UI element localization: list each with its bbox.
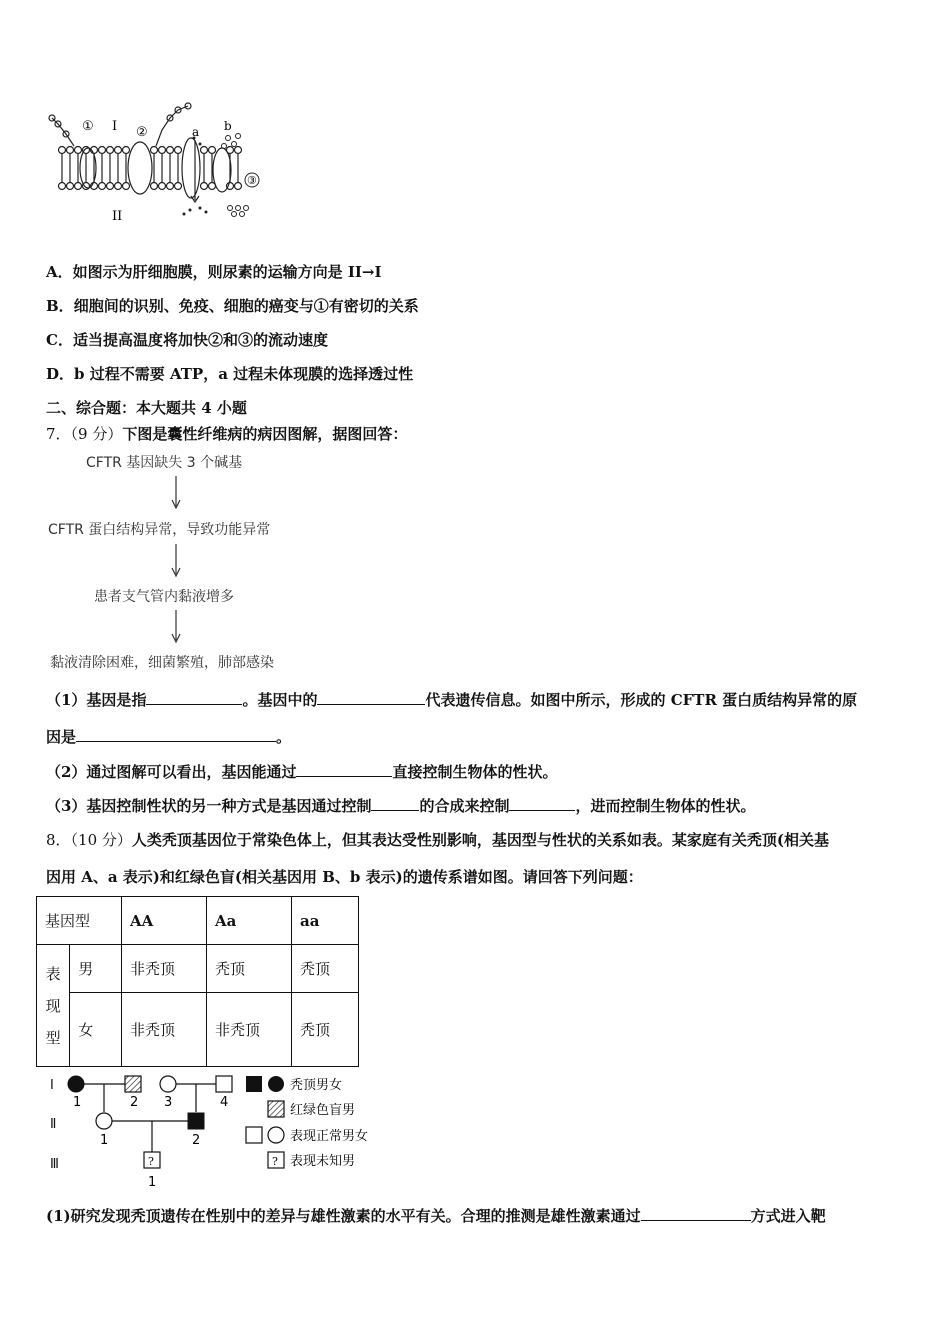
generation-label: Ⅱ — [50, 1117, 57, 1132]
answer-blank[interactable] — [146, 690, 242, 705]
option-letter: D． — [46, 365, 75, 383]
q8-stem-line2: 因用 A、a 表示)和红绿色盲(相关基因用 B、b 表示)的遗传系谱如图。请回答下列问题： — [46, 868, 643, 886]
row-group-label — [37, 945, 70, 1067]
option-text: 细胞间的识别、免疫、细胞的癌变与①有密切的关系 — [73, 297, 419, 315]
table-header-row — [37, 897, 359, 945]
label-a: a — [192, 125, 200, 139]
text: 因是 — [46, 728, 77, 746]
table-cell: 非秃顶 — [122, 945, 207, 993]
table-cell: 秃顶 — [292, 993, 359, 1067]
individual-number: 2 — [192, 1133, 201, 1148]
q8-stem-text: 人类秃顶基因位于常染色体上，但其表达受性别影响，基因型与性状的关系如表。某家庭有关秃顶(相关基 — [131, 831, 830, 849]
answer-blank[interactable] — [509, 796, 575, 811]
table-header-cell: Aa — [207, 897, 292, 945]
normal-female-symbol — [268, 1127, 284, 1143]
text: 代表遗传信息。如图中所示，形成的 CFTR 蛋白质结构异常的原 — [425, 691, 858, 709]
table-cell-sex: 男 — [70, 945, 122, 993]
label-side-I: I — [112, 119, 118, 134]
q7-sub1-line2 — [46, 727, 291, 747]
option-b — [46, 296, 419, 316]
channel-protein — [182, 138, 200, 198]
individual-number: 3 — [164, 1095, 173, 1110]
individual-number: 2 — [130, 1095, 139, 1110]
flow-step-4: 黏液清除困难，细菌繁殖，肺部感染 — [50, 655, 274, 671]
table-cell-sex: 女 — [70, 993, 122, 1067]
answer-blank[interactable] — [76, 727, 276, 742]
option-letter: A． — [46, 263, 73, 281]
q8-number: 8． — [46, 831, 71, 849]
label-1: ① — [82, 119, 94, 134]
text: （2）通过图解可以看出，基因能通过 — [46, 763, 297, 781]
answer-blank[interactable] — [371, 796, 419, 811]
row-group-text: 表现型 — [45, 964, 61, 1047]
carrier-protein — [213, 148, 231, 192]
label-3: ③ — [247, 174, 257, 187]
section-heading: 二、综合题：本大题共 4 小题 — [46, 399, 247, 417]
text: 方式进入靶 — [750, 1207, 826, 1225]
q7-stem — [46, 424, 407, 444]
gen2-male-2-bald — [188, 1113, 204, 1129]
q7-stem-text: 下图是囊性纤维病的病因图解，据图回答： — [122, 425, 408, 443]
answer-blank[interactable] — [641, 1206, 751, 1221]
q7-sub3 — [46, 796, 755, 816]
table-cell: 非秃顶 — [207, 993, 292, 1067]
q7-sub2 — [46, 762, 557, 782]
q8-stem-line1 — [46, 830, 829, 850]
bald-female-symbol — [268, 1076, 284, 1092]
individual-number: 4 — [220, 1095, 229, 1110]
text: 。基因中的 — [242, 691, 318, 709]
table-cell: 秃顶 — [207, 945, 292, 993]
text: 直接控制生物体的性状。 — [392, 763, 558, 781]
option-d — [46, 364, 413, 384]
table-cell: 非秃顶 — [122, 993, 207, 1067]
q7-score: （9 分） — [70, 425, 123, 443]
table-row — [37, 993, 359, 1067]
pedigree-chart — [40, 1068, 390, 1194]
gen1-male-4-normal — [216, 1076, 232, 1092]
label-2: ② — [136, 125, 148, 140]
generation-label: Ⅰ — [50, 1078, 54, 1093]
arrow-down-icon — [170, 610, 182, 644]
membrane-figure — [44, 100, 274, 230]
gen2-female-1-normal — [96, 1113, 112, 1129]
flow-step-1: CFTR 基因缺失 3 个碱基 — [86, 455, 243, 471]
gen1-female-3-normal — [160, 1076, 176, 1092]
generation-label: Ⅲ — [50, 1157, 59, 1172]
label-side-II: II — [112, 209, 123, 224]
table-row — [37, 945, 359, 993]
cf-flow-diagram — [46, 452, 316, 677]
option-text: b 过程不需要 ATP，a 过程未体现膜的选择透过性 — [74, 365, 414, 383]
option-letter: B． — [46, 297, 74, 315]
q8-score: （10 分） — [70, 831, 132, 849]
text: 的合成来控制 — [419, 797, 510, 815]
pedigree-legend — [246, 1076, 368, 1169]
q7-number: 7． — [46, 425, 71, 443]
text: （3）基因控制性状的另一种方式是基因通过控制 — [46, 797, 372, 815]
legend-text: 表现未知男 — [290, 1154, 356, 1169]
option-letter: C． — [46, 331, 73, 349]
genotype-phenotype-table — [36, 896, 359, 1067]
option-a — [46, 262, 381, 282]
gen1-male-2-colorblind — [125, 1076, 141, 1092]
option-text: 适当提高温度将加快②和③的流动速度 — [72, 331, 328, 349]
q7-sub1-line1 — [46, 690, 857, 710]
unknown-mark: ? — [148, 1155, 154, 1168]
option-text: 如图示为肝细胞膜，则尿素的运输方向是 II→I — [72, 263, 382, 281]
individual-number: 1 — [73, 1095, 82, 1110]
label-b: b — [224, 119, 232, 133]
bald-male-symbol — [246, 1076, 262, 1092]
table-cell: 秃顶 — [292, 945, 359, 993]
normal-male-symbol — [246, 1127, 262, 1143]
flow-step-2: CFTR 蛋白结构异常，导致功能异常 — [48, 522, 271, 538]
legend-text: 红绿色盲男 — [290, 1103, 356, 1118]
gen1-female-1-bald — [68, 1076, 84, 1092]
text: (1)研究发现秃顶遗传在性别中的差异与雄性激素的水平有关。合理的推测是雄性激素通过 — [46, 1207, 641, 1225]
arrow-down-icon — [170, 476, 182, 510]
individual-number: 1 — [100, 1133, 109, 1148]
text: ，进而控制生物体的性状。 — [575, 797, 756, 815]
text: （1）基因是指 — [46, 691, 147, 709]
option-c — [46, 330, 328, 350]
table-header-cell: 基因型 — [37, 897, 122, 945]
legend-text: 表现正常男女 — [290, 1129, 369, 1144]
text: 。 — [276, 728, 292, 746]
table-header-cell: AA — [122, 897, 207, 945]
answer-blank[interactable] — [317, 690, 425, 705]
individual-number: 1 — [148, 1175, 157, 1190]
legend-text: 秃顶男女 — [290, 1078, 343, 1093]
arrow-down-icon — [170, 544, 182, 578]
answer-blank[interactable] — [296, 762, 392, 777]
membrane-protein — [128, 142, 152, 194]
flow-step-3: 患者支气管内黏液增多 — [94, 589, 234, 605]
q8-sub1 — [46, 1206, 826, 1226]
colorblind-male-symbol — [268, 1101, 284, 1117]
table-header-cell: aa — [292, 897, 359, 945]
unknown-mark: ? — [272, 1155, 278, 1168]
